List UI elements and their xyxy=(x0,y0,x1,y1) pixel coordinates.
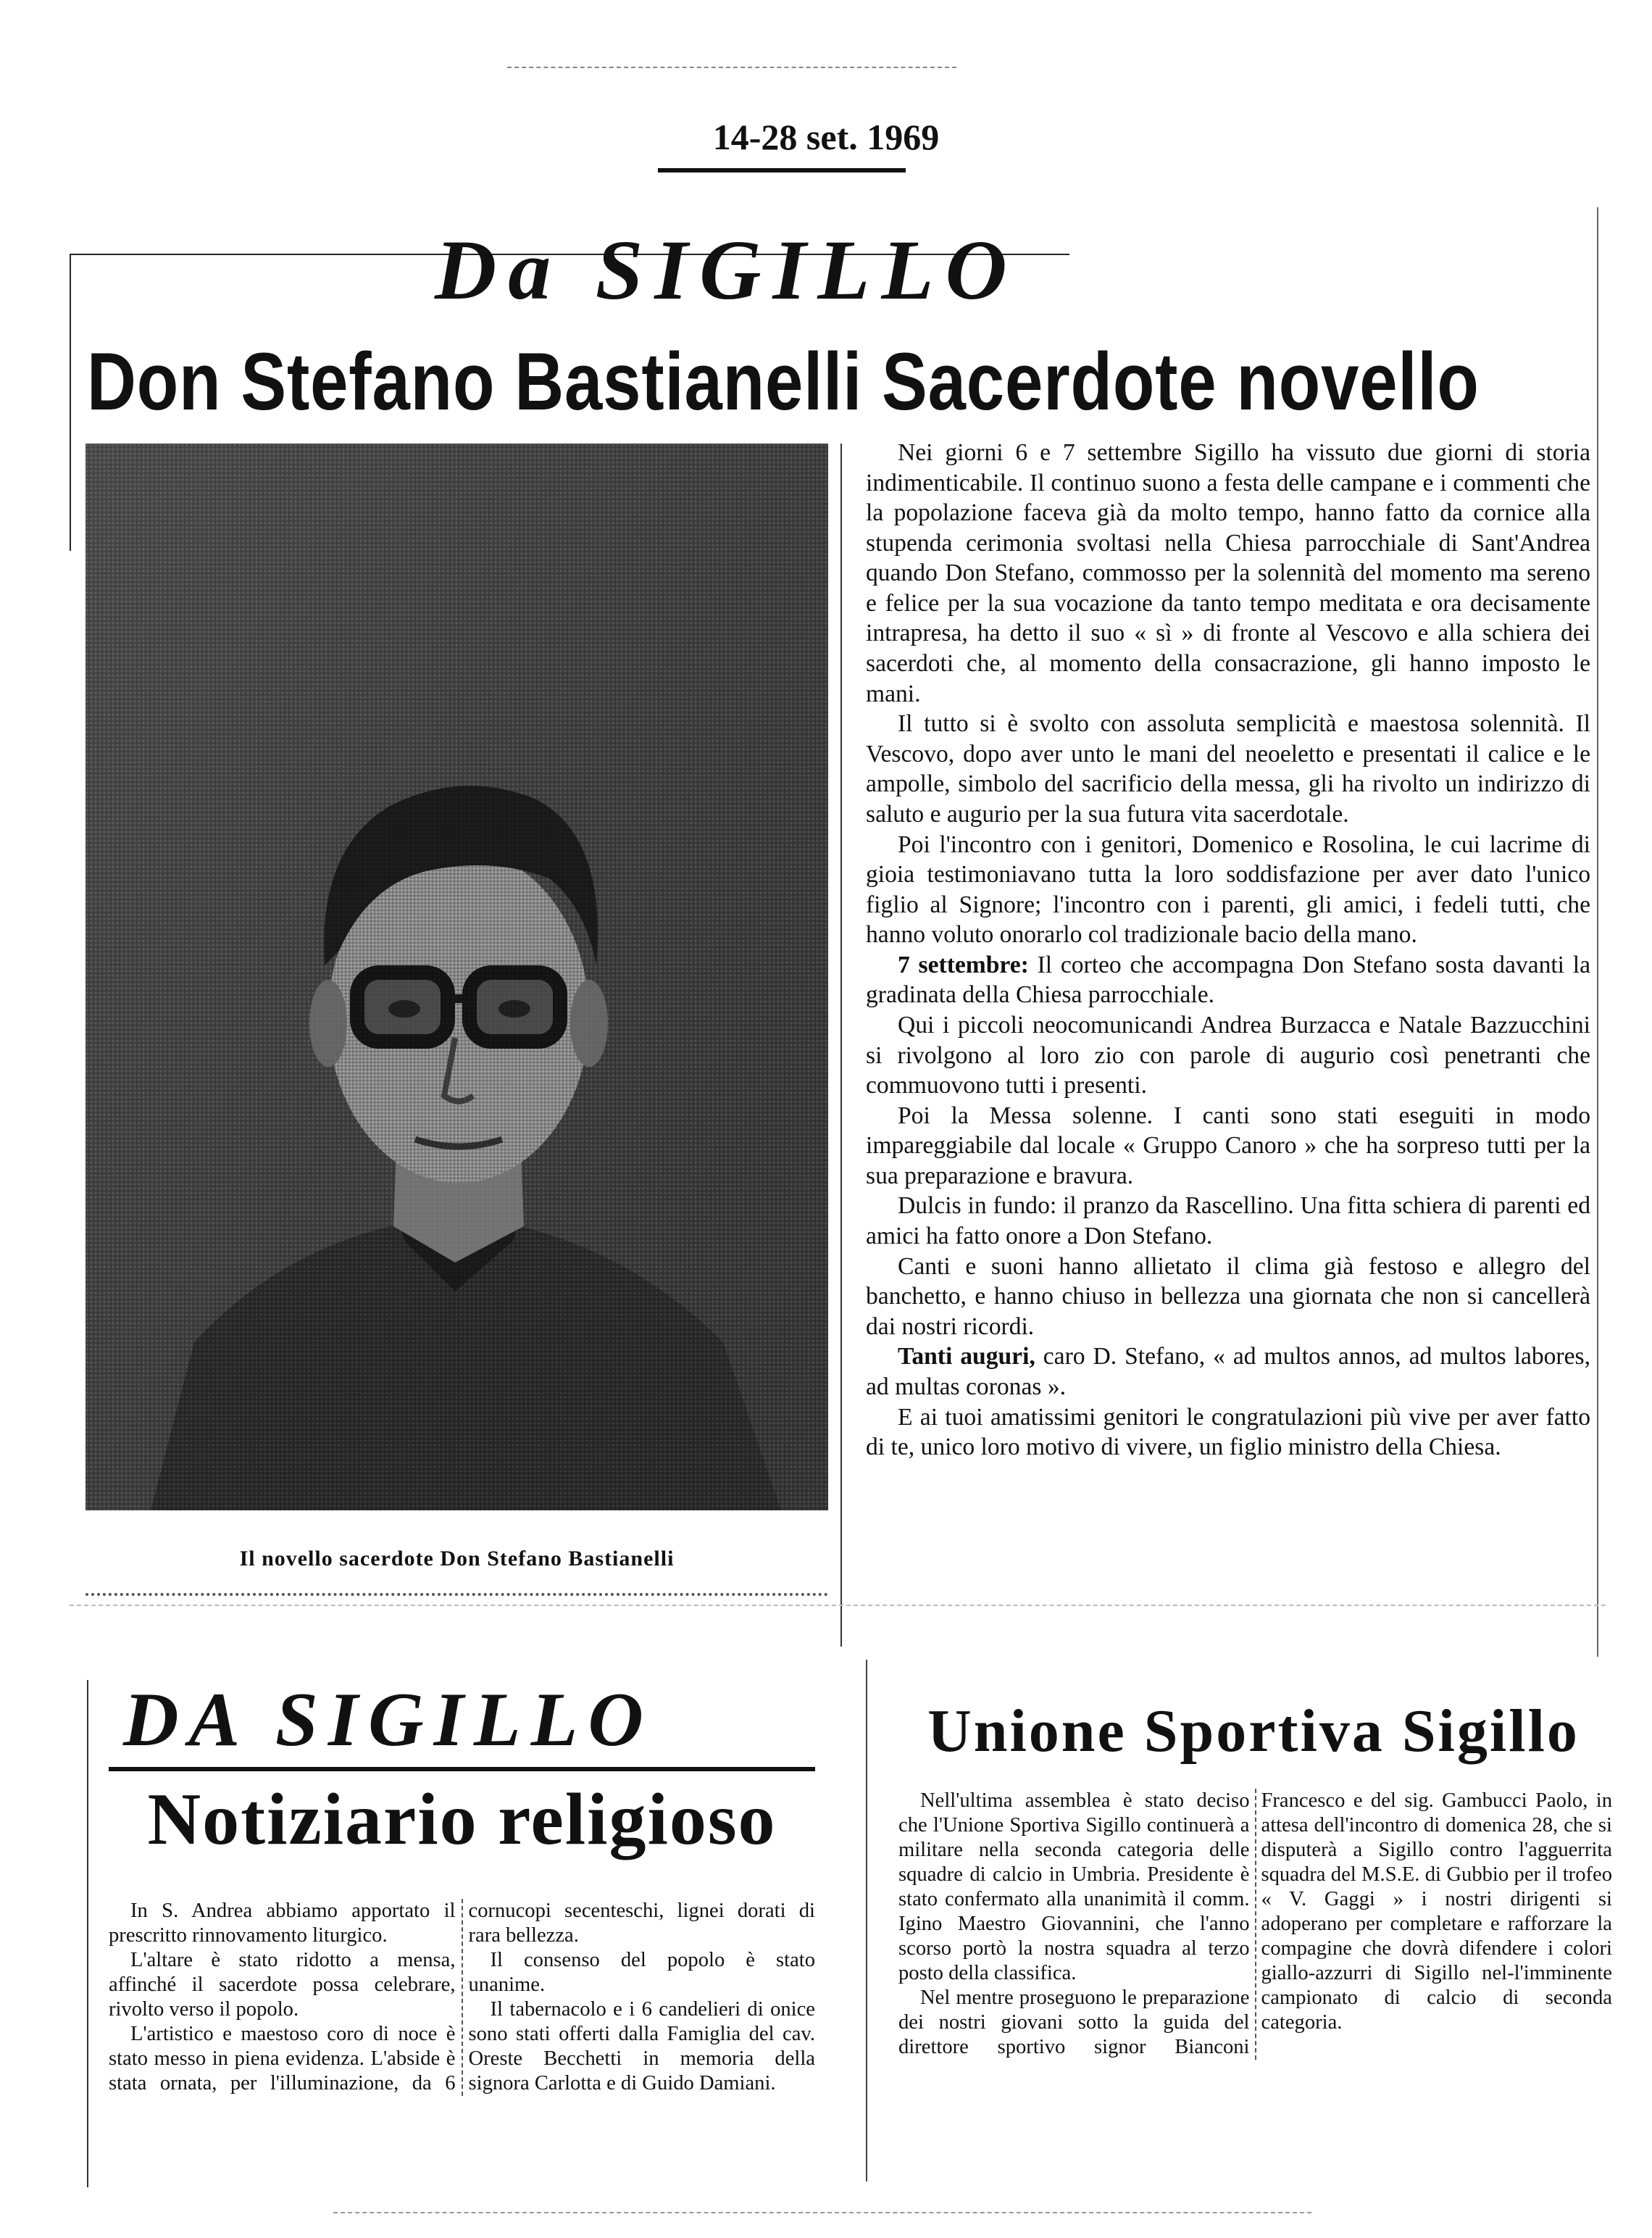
priest-portrait-photo xyxy=(85,444,828,1510)
article1-paragraph: Canti e suoni hanno allietato il clima già festoso e allegro del banchetto, e hanno chiuso in bellezza una giornata che non si cancellerà dai nostri ricordi. xyxy=(866,1252,1590,1340)
article2-paragraph: L'artistico e maestoso coro di noce è stato messo in piena evidenza. L'abside è stata ornata, per l'illuminazione, da 6 cornucopi secenteschi, lignei dorati di rara bellezza. xyxy=(109,1900,815,2095)
article2-frame-left xyxy=(87,1680,88,2187)
bottom-divider xyxy=(333,2212,1311,2213)
paragraph-lead: 7 settembre: xyxy=(898,951,1029,978)
article2-body xyxy=(109,1899,815,2096)
top-divider xyxy=(507,67,956,68)
date-underline xyxy=(658,168,906,172)
article2-kicker: DA SIGILLO xyxy=(123,1677,654,1762)
article1-headline: Don Stefano Bastianelli Sacerdote novello xyxy=(87,336,1480,427)
article1-kicker: Da SIGILLO xyxy=(435,222,1019,317)
paragraph-text: caro D. Stefano, « ad multos annos, ad multos labores, ad multas coronas ». xyxy=(866,1343,1590,1400)
article3-headline: Unione Sportiva Sigillo xyxy=(927,1697,1580,1765)
article2-paragraph: In S. Andrea abbiamo apportato il prescritto rinnovamento liturgico. xyxy=(109,1900,456,1947)
article3-paragraph: Nell'ultima assemblea è stato deciso che l'Unione Sportiva Sigillo continuerà a militare nella seconda categoria delle squadre di calcio in Umbria. Presidente è stato confermato alla unanimità il comm. Igino Maestro Giovannini, che l'anno scorso portò la nostra squadra al terzo posto della classifica. xyxy=(898,1789,1250,1985)
portrait-illustration xyxy=(85,444,828,1510)
article2-paragraph: Il tabernacolo e i 6 candelieri di onice sono stati offerti dalla Famiglia del cav. Oreste Becchetti in memoria della signora Carlotta e di Guido Damiani. xyxy=(468,1998,815,2095)
article1-paragraph xyxy=(866,950,1590,1010)
section-divider xyxy=(70,1605,1606,1606)
article1-paragraph: Nei giorni 6 e 7 settembre Sigillo ha vissuto due giorni di storia indimenticabile. Il continuo suono a festa delle campane e i commenti che la popolazione faceva già da molto tempo, hanno fatto da cornice alla stupenda cerimonia svoltasi nella Chiesa parrocchiale di Sant'Andrea quando Don Stefano, commosso per la solennità del momento ma sereno e felice per la sua vocazione da tanto tempo meditata e ora decisamente intrapresa, ha detto il suo « sì » di fronte al Vescovo e alla schiera dei sacerdoti che, al momento della consacrazione, gli hanno imposto le mani. xyxy=(866,439,1590,707)
article1-paragraph: Poi l'incontro con i genitori, Domenico e Rosolina, le cui lacrime di gioia testimoniavano tutta la loro soddisfazione per aver dato l'unico figlio al Signore; l'incontro con i parenti, gli amici, i fedeli tutti, che hanno voluto onorarlo col tradizionale bacio della mano. xyxy=(866,831,1590,949)
article1-paragraph: Qui i piccoli neocomunicandi Andrea Burzacca e Natale Bazzucchini si rivolgono al loro zio con parole di augurio così penetranti che commuovono tutti i presenti. xyxy=(866,1011,1590,1099)
article3-paragraph: Nel mentre proseguono le preparazione dei nostri giovani sotto la guida del direttore sportivo signor Bianconi Francesco e del sig. Gambucci Paolo, in attesa dell'incontro di domenica 28, che si disputerà a Sigillo contro l'agguerrita squadra del M.S.E. di Gubbio per il trofeo « V. Gaggi » i nostri dirigenti si adoperano per completare e rafforzare la compagine che dovrà difendere i colori giallo-azzurri di Sigillo nel-l'imminente campionato di calcio di seconda categoria. xyxy=(898,1789,1612,2059)
article1-paragraph: E ai tuoi amatissimi genitori le congratulazioni più vive per aver fatto di te, unico loro motivo di vivere, un figlio ministro della Chiesa. xyxy=(866,1403,1590,1461)
paragraph-text: Il corteo che accompagna Don Stefano sosta davanti la gradinata della Chiesa parrocchiale. xyxy=(866,951,1590,1009)
article-separator xyxy=(866,1660,867,2181)
article1-body xyxy=(866,438,1590,1463)
article2-paragraph: L'altare è stato ridotto a mensa, affinché il sacerdote possa celebrare, rivolto verso il popolo. xyxy=(109,1949,456,2021)
article-frame-left xyxy=(70,254,71,551)
article1-paragraph xyxy=(866,1341,1590,1402)
clipping-date: 14-28 set. 1969 xyxy=(712,117,940,157)
article2-kicker-rule xyxy=(109,1767,815,1771)
article2-paragraph: Il consenso del popolo è stato unanime. xyxy=(468,1949,815,1997)
article2-headline: Notiziario religioso xyxy=(147,1779,777,1860)
article3-body xyxy=(898,1789,1612,2060)
paragraph-lead: Tanti auguri, xyxy=(898,1343,1035,1370)
article1-paragraph: Il tutto si è svolto con assoluta semplicità e maestosa solennità. Il Vescovo, dopo aver unto le mani del neoeletto e presentati il calice e le ampolle, simbolo del sacrificio della messa, gli ha rivolto un indirizzo di saluto e augurio per la sua futura vita sacerdotale. xyxy=(866,710,1590,828)
photo-caption: Il novello sacerdote Don Stefano Bastianelli xyxy=(239,1547,675,1571)
column-separator xyxy=(840,444,842,1647)
caption-divider xyxy=(85,1593,828,1596)
article-frame-right xyxy=(1597,207,1598,1657)
article1-paragraph: Dulcis in fundo: il pranzo da Rascellino. Una fitta schiera di parenti ed amici ha fatto onore a Don Stefano. xyxy=(866,1192,1590,1250)
article1-paragraph: Poi la Messa solenne. I canti sono stati eseguiti in modo impareggiabile dal locale « Gruppo Canoro » che ha sorpreso tutti per la sua preparazione e bravura. xyxy=(866,1102,1590,1189)
